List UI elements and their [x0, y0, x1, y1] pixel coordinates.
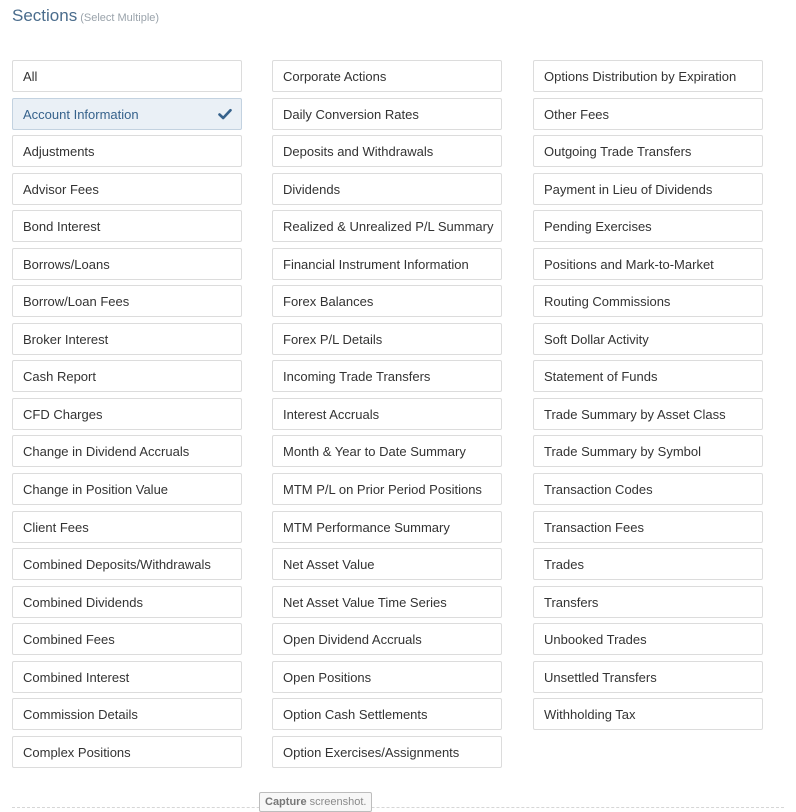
section-option-label: Borrow/Loan Fees: [23, 294, 130, 310]
section-option-advisor-fees[interactable]: [12, 173, 242, 205]
section-option-corporate-actions[interactable]: [272, 60, 502, 92]
section-option-label: Dividends: [283, 181, 341, 197]
section-option-combined-fees[interactable]: [12, 623, 242, 655]
section-option-borrows-loans[interactable]: [12, 248, 242, 280]
section-option-label: Option Cash Settlements: [283, 707, 428, 723]
section-option-label: Commission Details: [23, 707, 138, 723]
section-option-combined-interest[interactable]: [12, 661, 242, 693]
section-option-open-dividend-accruals[interactable]: [272, 623, 502, 655]
section-option-label: Corporate Actions: [283, 69, 387, 84]
section-option-daily-conversion-rates[interactable]: [272, 98, 502, 130]
section-option-label: Combined Dividends: [23, 594, 143, 610]
section-option-payment-in-lieu-of-dividends[interactable]: [533, 173, 763, 205]
section-option-label: Daily Conversion Rates: [283, 106, 419, 122]
section-option-routing-commissions[interactable]: [533, 285, 763, 317]
section-option-transfers[interactable]: [533, 586, 763, 618]
section-option-transaction-codes[interactable]: [533, 473, 763, 505]
section-option-label: Borrows/Loans: [23, 256, 110, 272]
section-option-adjustments[interactable]: [12, 135, 242, 167]
section-option-label: Payment in Lieu of Dividends: [544, 181, 713, 197]
section-option-label: Advisor Fees: [23, 181, 99, 197]
section-option-label: Adjustments: [23, 144, 95, 160]
bottom-divider: [12, 807, 784, 808]
section-option-net-asset-value[interactable]: [272, 548, 502, 580]
section-option-option-cash-settlements[interactable]: [272, 698, 502, 730]
section-option-forex-balances[interactable]: [272, 285, 502, 317]
section-option-label: Forex P/L Details: [283, 331, 383, 347]
section-option-commission-details[interactable]: [12, 698, 242, 730]
section-option-label: Routing Commissions: [544, 294, 671, 310]
section-option-dividends[interactable]: [272, 173, 502, 205]
section-option-statement-of-funds[interactable]: [533, 360, 763, 392]
section-option-label: Combined Interest: [23, 669, 130, 685]
section-option-label: Open Positions: [283, 669, 372, 685]
section-option-combined-deposits-withdrawals[interactable]: [12, 548, 242, 580]
section-option-label: Transaction Fees: [544, 519, 644, 535]
section-option-label: Financial Instrument Information: [283, 256, 469, 272]
section-option-label: Month & Year to Date Summary: [283, 444, 466, 460]
section-option-label: Positions and Mark-to-Market: [544, 256, 714, 272]
sections-subtitle: (Select Multiple): [80, 12, 160, 24]
section-option-account-information[interactable]: [12, 98, 242, 130]
checkmark-icon: [218, 107, 232, 121]
section-option-positions-and-mark-to-market[interactable]: [533, 248, 763, 280]
section-option-pending-exercises[interactable]: [533, 210, 763, 242]
section-option-mtm-p-l-on-prior-period-positions[interactable]: [272, 473, 502, 505]
section-option-unsettled-transfers[interactable]: [533, 661, 763, 693]
section-option-label: Bond Interest: [23, 219, 101, 235]
section-option-label: Trade Summary by Symbol: [544, 444, 702, 460]
section-option-withholding-tax[interactable]: [533, 698, 763, 730]
section-option-transaction-fees[interactable]: [533, 511, 763, 543]
section-option-label: Net Asset Value: [283, 557, 375, 573]
section-option-label: Options Distribution by Expiration: [544, 69, 737, 84]
section-option-label: MTM P/L on Prior Period Positions: [283, 482, 482, 498]
section-option-label: Trade Summary by Asset Class: [544, 406, 726, 422]
section-option-label: Statement of Funds: [544, 369, 658, 385]
section-option-combined-dividends[interactable]: [12, 586, 242, 618]
section-option-net-asset-value-time-series[interactable]: [272, 586, 502, 618]
sections-title: Sections: [12, 6, 78, 25]
section-option-borrow-loan-fees[interactable]: [12, 285, 242, 317]
section-option-label: Change in Position Value: [23, 482, 169, 498]
section-option-option-exercises-assignments[interactable]: [272, 736, 502, 768]
section-option-soft-dollar-activity[interactable]: [533, 323, 763, 355]
section-option-label: All: [23, 69, 38, 84]
section-option-interest-accruals[interactable]: [272, 398, 502, 430]
section-option-forex-p-l-details[interactable]: [272, 323, 502, 355]
section-option-unbooked-trades[interactable]: [533, 623, 763, 655]
section-option-label: Unbooked Trades: [544, 632, 647, 648]
section-option-label: Cash Report: [23, 369, 96, 385]
section-option-label: Open Dividend Accruals: [283, 632, 422, 648]
sections-heading: [12, 6, 159, 26]
section-option-client-fees[interactable]: [12, 511, 242, 543]
capture-label: Capture: [265, 796, 307, 808]
section-option-bond-interest[interactable]: [12, 210, 242, 242]
section-option-label: Withholding Tax: [544, 707, 636, 723]
section-option-label: Soft Dollar Activity: [544, 331, 649, 347]
section-option-label: Unsettled Transfers: [544, 669, 657, 685]
section-option-label: Outgoing Trade Transfers: [544, 144, 692, 160]
section-option-label: Combined Deposits/Withdrawals: [23, 557, 211, 573]
section-option-outgoing-trade-transfers[interactable]: [533, 135, 763, 167]
section-option-all[interactable]: [12, 60, 242, 92]
section-option-complex-positions[interactable]: [12, 736, 242, 768]
section-option-label: Deposits and Withdrawals: [283, 144, 434, 160]
section-option-label: Trades: [544, 557, 584, 573]
section-option-label: Account Information: [23, 106, 139, 122]
section-option-change-in-dividend-accruals[interactable]: [12, 435, 242, 467]
section-option-label: Client Fees: [23, 519, 89, 535]
section-option-cfd-charges[interactable]: [12, 398, 242, 430]
sections-column-2: [272, 60, 502, 773]
section-option-incoming-trade-transfers[interactable]: [272, 360, 502, 392]
section-option-label: CFD Charges: [23, 406, 103, 422]
sections-column-1: [12, 60, 242, 773]
section-option-financial-instrument-information[interactable]: [272, 248, 502, 280]
section-option-trade-summary-by-asset-class[interactable]: [533, 398, 763, 430]
section-option-label: Interest Accruals: [283, 406, 380, 422]
section-option-deposits-and-withdrawals[interactable]: [272, 135, 502, 167]
section-option-label: Change in Dividend Accruals: [23, 444, 190, 460]
section-option-label: Broker Interest: [23, 331, 109, 347]
section-option-label: Incoming Trade Transfers: [283, 369, 431, 385]
section-option-options-distribution-by-expiration[interactable]: [533, 60, 763, 92]
section-option-cash-report[interactable]: [12, 360, 242, 392]
section-option-broker-interest[interactable]: [12, 323, 242, 355]
sections-column-3: [533, 60, 763, 736]
section-option-trade-summary-by-symbol[interactable]: [533, 435, 763, 467]
screenshot-label: screenshot.: [306, 796, 367, 808]
section-option-label: Option Exercises/Assignments: [283, 744, 460, 760]
section-option-realized-and-unrealized-p-l-summary[interactable]: [272, 210, 502, 242]
section-option-label: Combined Fees: [23, 632, 115, 648]
section-option-label: MTM Performance Summary: [283, 519, 450, 535]
section-option-month-and-year-to-date-summary[interactable]: [272, 435, 502, 467]
section-option-label: Transaction Codes: [544, 482, 653, 498]
section-option-trades[interactable]: [533, 548, 763, 580]
section-option-label: Realized & Unrealized P/L Summary: [283, 219, 494, 235]
section-option-mtm-performance-summary[interactable]: [272, 511, 502, 543]
section-option-change-in-position-value[interactable]: [12, 473, 242, 505]
section-option-open-positions[interactable]: [272, 661, 502, 693]
section-option-label: Complex Positions: [23, 744, 131, 760]
capture-screenshot-tooltip[interactable]: [259, 792, 372, 812]
section-option-label: Other Fees: [544, 106, 610, 122]
section-option-label: Pending Exercises: [544, 219, 652, 235]
section-option-label: Transfers: [544, 594, 599, 610]
section-option-other-fees[interactable]: [533, 98, 763, 130]
section-option-label: Net Asset Value Time Series: [283, 594, 447, 610]
section-option-label: Forex Balances: [283, 294, 374, 310]
